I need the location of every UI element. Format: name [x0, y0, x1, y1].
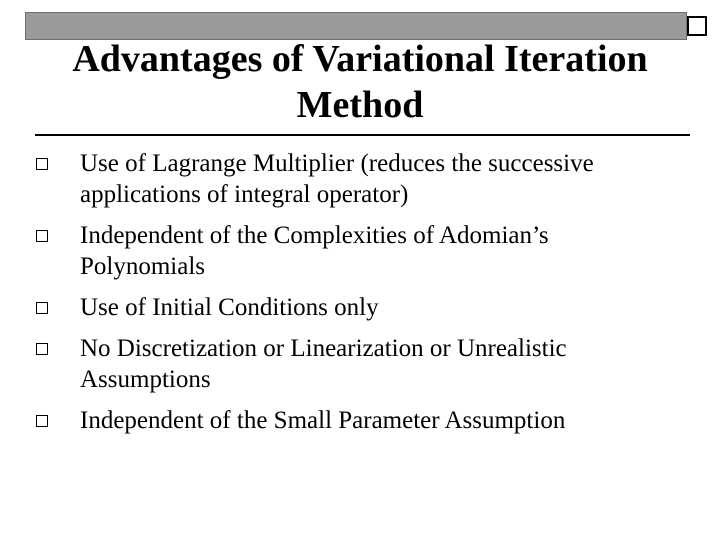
list-item: [36, 148, 676, 210]
title-divider: [35, 134, 690, 136]
bullet-text: Use of Initial Conditions only: [80, 294, 379, 321]
hollow-square-icon: [36, 343, 48, 355]
hollow-square-icon: [36, 415, 48, 427]
list-item: [36, 333, 676, 395]
bullet-text: Independent of the Complexities of Adomian’s Polynomials: [80, 222, 549, 280]
bullet-text: No Discretization or Linearization or Unrealistic Assumptions: [80, 335, 567, 393]
slide-title: Advantages of Variational Iteration Method: [72, 38, 648, 126]
hollow-square-icon: [36, 230, 48, 242]
list-item: [36, 292, 676, 323]
bullet-text: Independent of the Small Parameter Assumption: [80, 407, 566, 434]
hollow-square-icon: [36, 302, 48, 314]
bullet-list: [36, 148, 676, 446]
hollow-square-icon: [36, 158, 48, 170]
list-item: [36, 405, 676, 436]
bullet-text: Use of Lagrange Multiplier (reduces the successive applications of integral operator): [80, 150, 594, 208]
corner-square-icon: [687, 16, 707, 36]
list-item: [36, 220, 676, 282]
